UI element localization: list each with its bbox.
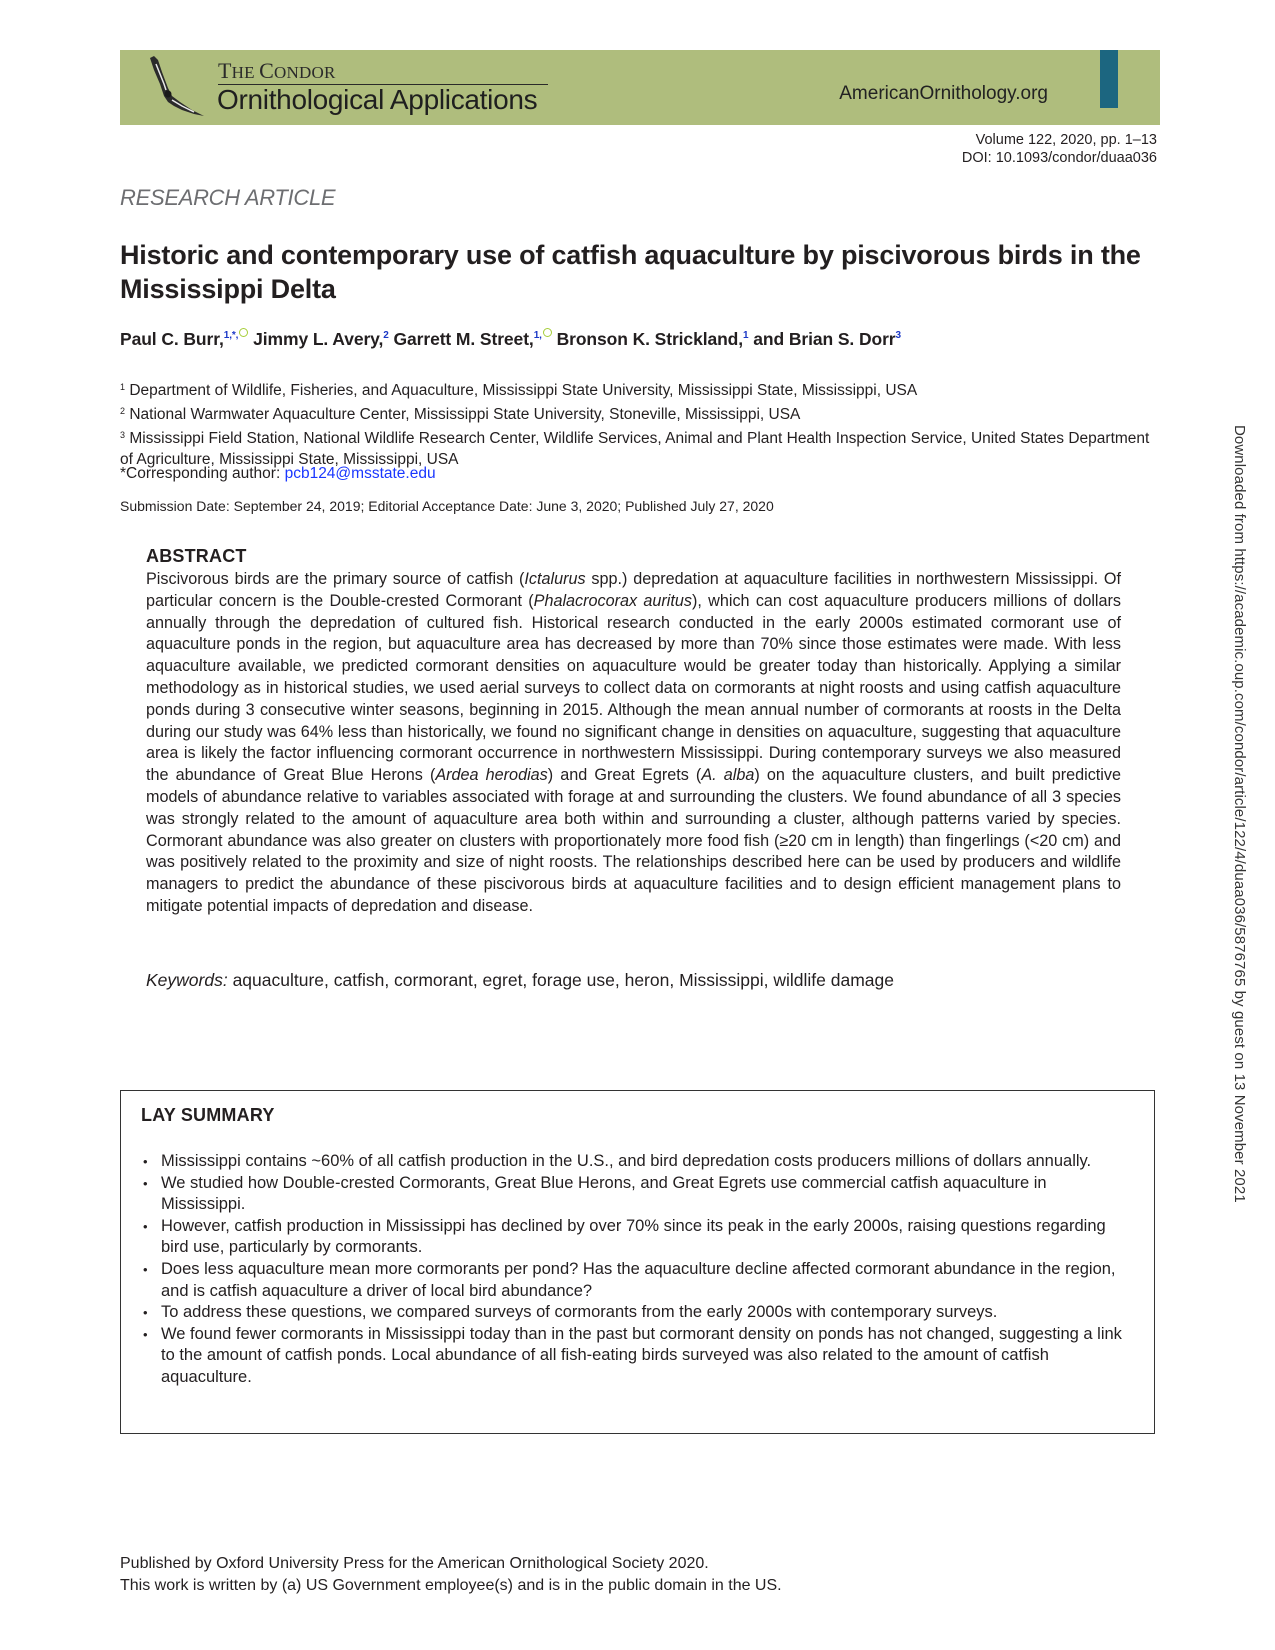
lay-summary-item: • To address these questions, we compared surveys of cormorants from the early 2000s with contemporary surveys. — [141, 1302, 1131, 1324]
abstract-heading: ABSTRACT — [146, 546, 247, 566]
lay-summary-list — [141, 1151, 1131, 1389]
volume-pages: Volume 122, 2020, pp. 1–13 — [975, 132, 1157, 148]
author-name: and Brian S. Dorr — [753, 329, 896, 349]
publisher-line: Published by Oxford University Press for the American Ornithological Society 2020. — [120, 1555, 709, 1572]
condor-bird-icon — [142, 54, 208, 120]
author-affil-marker[interactable]: 1 — [743, 330, 749, 341]
lay-summary-item: • We studied how Double-crested Cormorants, Great Blue Herons, and Great Egrets use commercial catfish aquaculture in Mississippi. — [141, 1173, 1131, 1216]
affiliation-item: $^2$ National Warmwater Aquaculture Center, Mississippi State University, Stoneville, Mississippi, USA — [120, 406, 801, 423]
article-type-label: RESEARCH ARTICLE — [120, 185, 336, 210]
citation-info — [962, 131, 1157, 167]
download-watermark: Downloaded from https://academic.oup.com/condor/article/122/4/duaa036/5876765 by guest on 13 November 2021 — [1231, 425, 1248, 1203]
publication-dates: Submission Date: September 24, 2019; Editorial Acceptance Date: June 3, 2020; Published July 27, 2020 — [120, 498, 774, 514]
doi[interactable]: DOI: 10.1093/condor/duaa036 — [961, 150, 1157, 166]
corresponding-email-link[interactable]: pcb124@msstate.edu — [284, 465, 436, 482]
affiliation-item: $^1$ Department of Wildlife, Fisheries, and Aquaculture, Mississippi State University, Mississippi State, Mississippi, USA — [120, 382, 918, 399]
affiliations — [120, 377, 1160, 470]
keywords-list: aquaculture, catfish, cormorant, egret, forage use, heron, Mississippi, wildlife damage — [227, 970, 895, 990]
lay-summary-heading: LAY SUMMARY — [141, 1105, 275, 1125]
journal-name-main: Ornithological Applications — [217, 84, 538, 115]
author-affil-marker[interactable]: 1, — [533, 330, 542, 341]
society-website-link[interactable]: AmericanOrnithology.org — [839, 83, 1048, 104]
orcid-icon[interactable] — [239, 328, 248, 337]
author-name: Jimmy L. Avery, — [253, 329, 384, 349]
affiliation-item: $^3$ Mississippi Field Station, National Wildlife Research Center, Wildlife Services, Animal and Plant Health Inspection Service, United States Department of Agriculture, Mississippi State, Mississippi, USA — [120, 430, 1150, 468]
license-line: This work is written by (a) US Government employee(s) and is in the public domain in the US. — [120, 1577, 782, 1594]
author-name: Paul C. Burr, — [120, 329, 224, 349]
author-list — [120, 328, 901, 350]
author-affil-marker[interactable]: 2 — [383, 330, 389, 341]
author-affil-marker[interactable]: 1,*, — [223, 330, 239, 341]
author-name: Bronson K. Strickland, — [556, 329, 744, 349]
lay-summary-item: • We found fewer cormorants in Mississippi today than in the past but cormorant density on ponds has not changed, suggesting a link to the amount of catfish ponds. Local abundance of all fish-eating birds surveyed was also related to the amount of catfish aquaculture. — [141, 1324, 1131, 1389]
orcid-icon[interactable] — [543, 328, 552, 337]
copyright-footer — [120, 1553, 782, 1597]
lay-summary-box — [120, 1090, 1155, 1434]
keywords — [146, 970, 894, 991]
corresponding-author — [120, 465, 436, 483]
journal-name-top: THE CONDOR — [218, 58, 336, 83]
corresponding-label: *Corresponding author: — [120, 465, 285, 482]
journal-header-band — [120, 50, 1160, 125]
teal-accent-bar — [1100, 50, 1118, 108]
lay-summary-item: • Mississippi contains ~60% of all catfish production in the U.S., and bird depredation costs producers millions of dollars annually. — [141, 1151, 1131, 1173]
keywords-label: Keywords: — [146, 970, 228, 990]
author-affil-marker[interactable]: 3 — [895, 330, 901, 341]
lay-summary-item: • Does less aquaculture mean more cormorants per pond? Has the aquaculture decline affected cormorant abundance in the region, and is catfish aquaculture a driver of local bird abundance? — [141, 1259, 1131, 1302]
author-name: Garrett M. Street, — [393, 329, 534, 349]
lay-summary-item: • However, catfish production in Mississippi has declined by over 70% since its peak in the early 2000s, raising questions regarding bird use, particularly by cormorants. — [141, 1216, 1131, 1259]
article-title: Historic and contemporary use of catfish aquaculture by piscivorous birds in the Mississippi Delta — [120, 240, 1141, 304]
abstract-text: Piscivorous birds are the primary source of catfish (Ictalurus spp.) depredation at aquaculture facilities in northwestern Mississippi. Of particular concern is the Double-crested Cormorant (Phalacrocorax auritus), which can cost aquaculture producers millions of dollars annually through the depredation of cultured fish. Historical research conducted in the early 2000s estimated cormorant use of aquaculture ponds in the region, but aquaculture area has decreased by more than 70% since those estimates were made. With less aquaculture available, we predicted cormorant densities on aquaculture would be greater today than historically. Applying a similar methodology as in historical studies, we used aerial surveys to collect data on cormorants at night roosts and using catfish aquaculture ponds during 3 consecutive winter seasons, beginning in 2015. Although the mean annual number of cormorants at roosts in the Delta during our study was 64% less than historically, we found no significant change in densities on aquaculture, suggesting that aquaculture area is likely the factor influencing cormorant occurrence in northwestern Mississippi. During contemporary surveys we also measured the abundance of Great Blue Herons (Ardea herodias) and Great Egrets (A. alba) on the aquaculture clusters, and built predictive models of abundance relative to variables associated with forage at and surrounding the clusters. We found abundance of all 3 species was strongly related to the amount of aquaculture area both within and surrounding a cluster, although patterns varied by species. Cormorant abundance was also greater on clusters with proportionately more food fish (≥20 cm in length) than fingerlings (<20 cm) and was positively related to the proximity and size of night roosts. The relationships described here can be used by producers and wildlife managers to predict the abundance of these piscivorous birds at aquaculture facilities and to design efficient management plans to mitigate potential impacts of depredation and disease. — [146, 570, 1122, 915]
